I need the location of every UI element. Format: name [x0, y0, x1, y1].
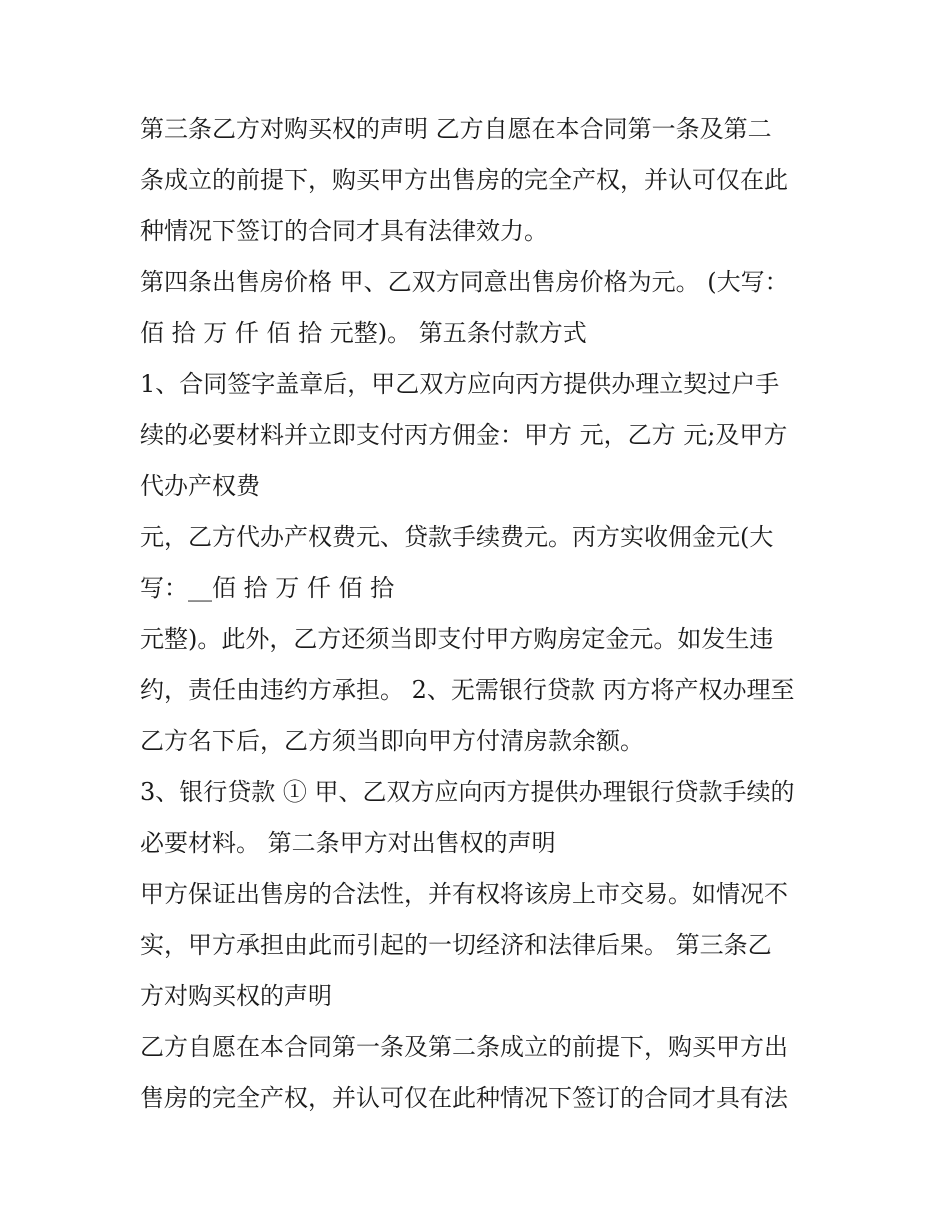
text-line: 条成立的前提下，购买甲方出售房的完全产权，并认可仅在此 — [140, 166, 788, 194]
text-line: 实，甲方承担由此而引起的一切经济和法律后果。 第三条乙 — [140, 931, 772, 959]
text-line: 方对购买权的声明 — [140, 982, 332, 1010]
text-line: 第四条出售房价格 甲、乙双方同意出售房价格为元。 (大写： — [140, 268, 789, 296]
text-line: 元，乙方代办产权费元、贷款手续费元。丙方实收佣金元(大 — [140, 523, 774, 551]
text-line: 约，责任由违约方承担。 2、无需银行贷款 丙方将产权办理至 — [140, 676, 795, 704]
text-line: 种情况下签订的合同才具有法律效力。 — [140, 217, 548, 245]
text-line: 写：__佰 拾 万 仟 佰 拾 — [140, 574, 395, 602]
text-line: 佰 拾 万 仟 佰 拾 元整)。 第五条付款方式 — [140, 319, 587, 347]
contract-body-text — [140, 104, 820, 1124]
text-line: 1、合同签字盖章后，甲乙双方应向丙方提供办理立契过户手 — [140, 370, 780, 398]
text-line: 续的必要材料并立即支付丙方佣金：甲方 元，乙方 元;及甲方 — [140, 421, 788, 449]
text-line: 第三条乙方对购买权的声明 乙方自愿在本合同第一条及第二 — [140, 115, 772, 143]
text-line: 必要材料。 第二条甲方对出售权的声明 — [140, 829, 556, 857]
text-line: 乙方名下后，乙方须当即向甲方付清房款余额。 — [140, 727, 644, 755]
text-line: 乙方自愿在本合同第一条及第二条成立的前提下，购买甲方出 — [140, 1033, 788, 1061]
text-line: 甲方保证出售房的合法性，并有权将该房上市交易。如情况不 — [140, 880, 788, 908]
text-line: 售房的完全产权，并认可仅在此种情况下签订的合同才具有法 — [140, 1084, 788, 1112]
text-line: 3、银行贷款 ① 甲、乙双方应向丙方提供办理银行贷款手续的 — [140, 778, 795, 806]
text-line: 代办产权费 — [140, 472, 260, 500]
text-line: 元整)。此外，乙方还须当即支付甲方购房定金元。如发生违 — [140, 625, 774, 653]
